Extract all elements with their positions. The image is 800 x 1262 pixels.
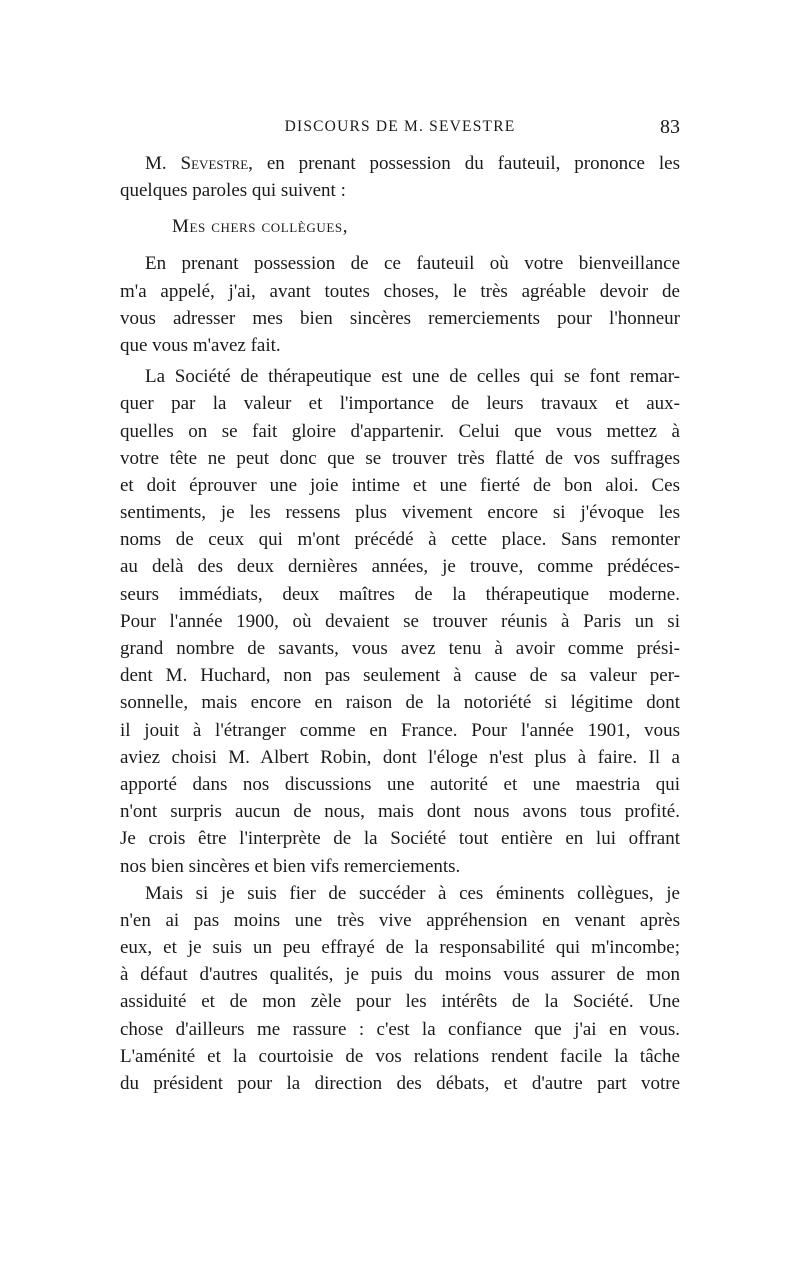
text-line: En prenant possession de ce fauteuil où votre bienveillance [145,253,680,275]
text-line: vous adresser mes bien sincères remerciements pour l'honneur [120,307,680,329]
body-text [120,150,680,1097]
text-line: dent M. Huchard, non pas seulement à cause de sa valeur per- [120,665,680,687]
text-line: grand nombre de savants, vous avez tenu à avoir comme prési- [120,638,680,659]
text-line: aviez choisi M. Albert Robin, dont l'éloge n'est plus à faire. Il a [120,746,680,768]
text-line: quelques paroles qui suivent : [120,180,346,202]
speaker-name: Sevestre [180,153,249,174]
text-line: eux, et je suis un peu effrayé de la responsabilité qui m'incombe; [120,937,680,959]
text-line: n'en ai pas moins une très vive appréhension en venant après [120,909,680,931]
text-line: Mes chers collègues, [172,216,349,238]
text-line: au delà des deux dernières années, je trouve, comme prédéces- [120,556,680,578]
text-line: M. Sevestre, en prenant possession du fauteuil, prononce les [145,153,680,174]
text-line: à défaut d'autres qualités, je puis du moins vous assurer de mon [120,964,680,986]
text-line: du président pour la direction des débats, et d'autre part votre [120,1073,680,1094]
text-line: quelles on se fait gloire d'appartenir. Celui que vous mettez à [120,420,680,442]
text-line: Pour l'année 1900, où devaient se trouver réunis à Paris un si [120,610,680,632]
text-line: chose d'ailleurs me rassure : c'est la confiance que j'ai en vous. [120,1018,680,1040]
text-line: seurs immédiats, deux maîtres de la thérapeutique moderne. [120,583,680,605]
text-line: L'aménité et la courtoisie de vos relations rendent facile la tâche [120,1045,680,1067]
text-line: sonnelle, mais encore en raison de la notoriété si légitime dont [120,692,680,714]
text-line: La Société de thérapeutique est une de celles qui se font remar- [145,366,680,388]
text-line: il jouit à l'étranger comme en France. Pour l'année 1901, vous [120,719,680,741]
text-line: que vous m'avez fait. [120,334,281,356]
text-line: sentiments, je les ressens plus vivement encore si j'évoque les [120,502,680,524]
text-line: noms de ceux qui m'ont précédé à cette place. Sans remonter [120,529,680,551]
text-line: n'ont surpris aucun de nous, mais dont nous avons tous profité. [120,801,680,823]
text-line: votre tête ne peut donc que se trouver très flatté de vos suffrages [120,447,680,469]
text-line: Je crois être l'interprète de la Société tout entière en lui offrant [120,828,680,850]
text-line: apporté dans nos discussions une autorité et une maestria qui [120,773,680,795]
text-line: et doit éprouver une joie intime et une fierté de bon aloi. Ces [120,474,680,496]
running-title: DISCOURS DE M. SEVESTRE [284,118,516,135]
running-head [120,114,680,140]
text-line: nos bien sincères et bien vifs remerciements. [120,855,461,877]
text-line: quer par la valeur et l'importance de leurs travaux et aux- [120,393,680,415]
text-line: Mais si je suis fier de succéder à ces éminents collègues, je [145,882,680,904]
page-number: 83 [660,116,680,138]
text-line: assiduité et de mon zèle pour les intérêts de la Société. Une [120,991,680,1013]
text-line: m'a appelé, j'ai, avant toutes choses, le très agréable devoir de [120,280,680,302]
